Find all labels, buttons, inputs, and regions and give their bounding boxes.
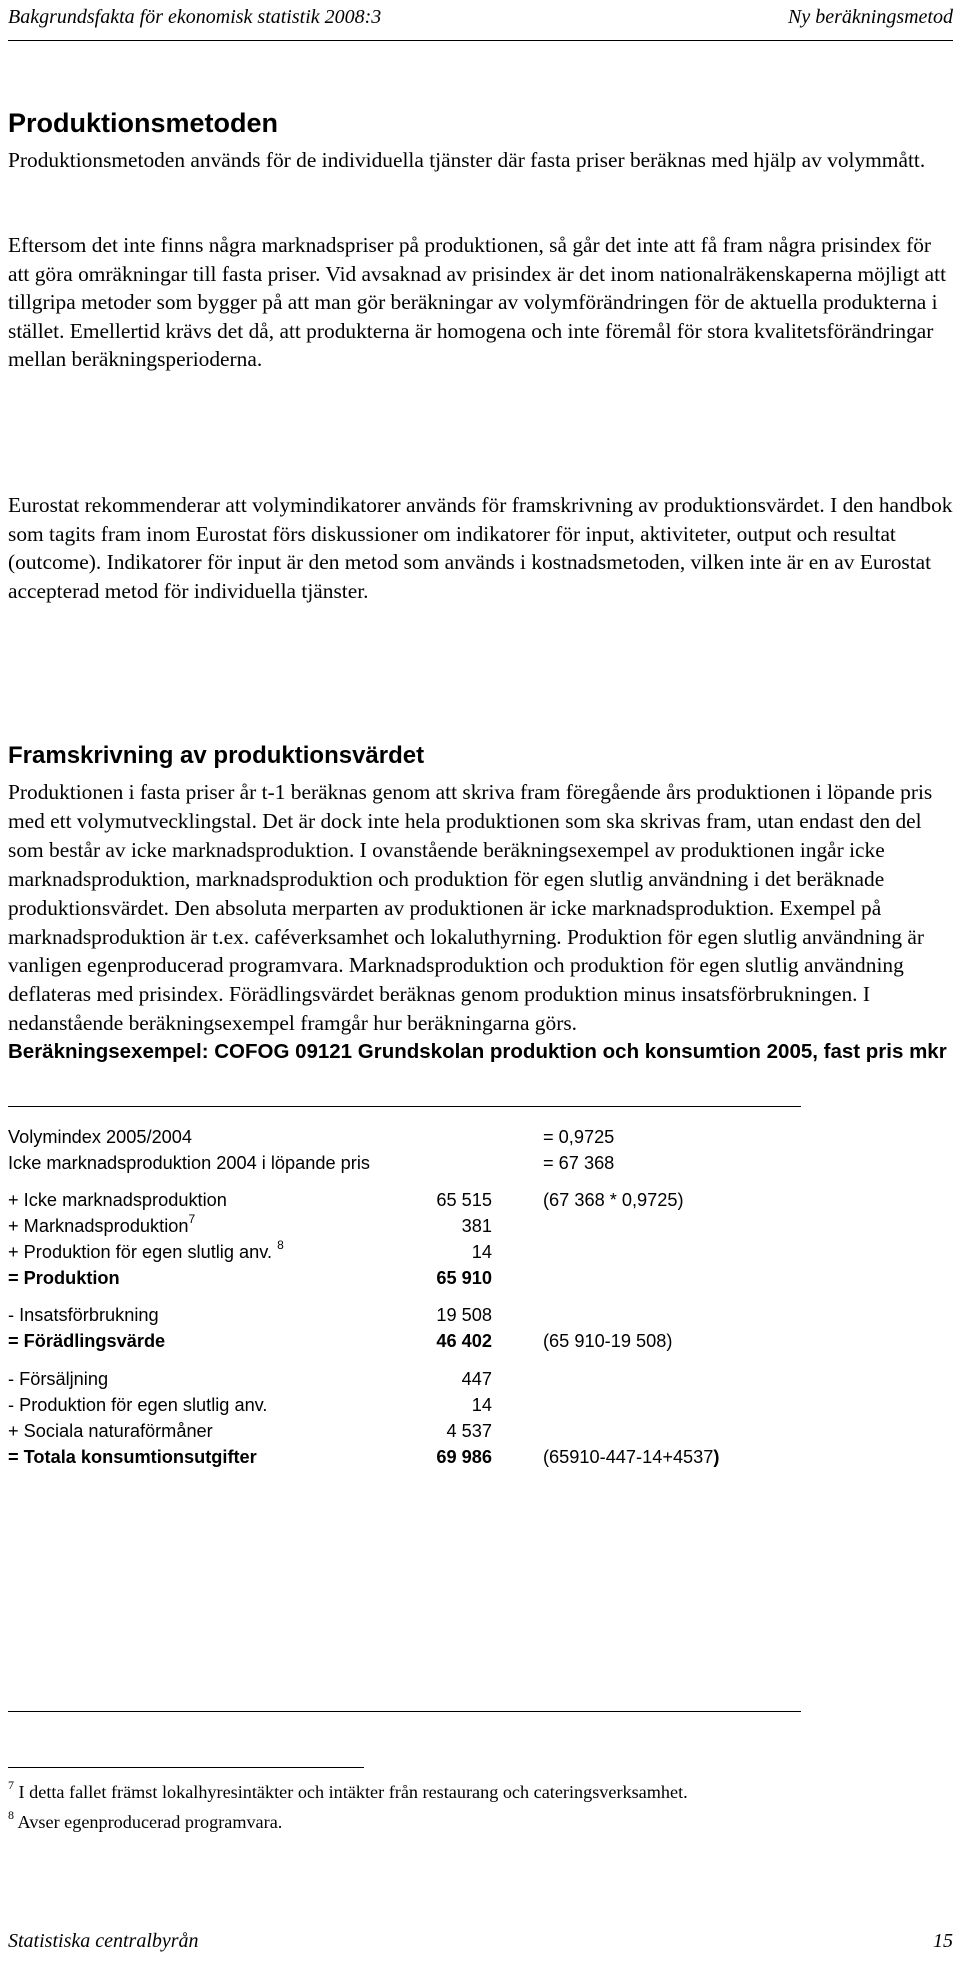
row-label: + Sociala naturaförmåner [8, 1421, 213, 1441]
row-note-tail: ) [713, 1447, 720, 1467]
row-value: 46 402 [436, 1331, 492, 1351]
section-title-framskrivning: Framskrivning av produktionsvärdet [8, 742, 425, 769]
row-label: = Produktion [8, 1268, 120, 1288]
paragraph: Eurostat rekommenderar att volymindikatorer används för framskrivning av produktionsvärdet. I den handbok som tagits fram inom Eurostat förs diskussioner om indikatorer för input, aktiviteter, output och resultat (outcome). Indikatorer för input är den metod som används i kostnadsmetoden, vilken inte är en av Eurostat accepterad metod för individuella tjänster. [8, 493, 953, 603]
row-value: 65 515 [436, 1190, 492, 1210]
footer-publisher: Statistiska centralbyrån [8, 1930, 199, 1952]
row-note: = 67 368 [543, 1153, 615, 1173]
row-value: 447 [461, 1369, 492, 1389]
row-note: = 0,9725 [543, 1127, 615, 1147]
footnote-8 [8, 1807, 283, 1834]
table-row [8, 1444, 868, 1470]
row-label-text: + Marknadsproduktion [8, 1216, 189, 1236]
row-value: 19 508 [436, 1305, 492, 1325]
header-publication: Bakgrundsfakta för ekonomisk statistik 2008:3 [8, 6, 382, 28]
table-row [8, 1328, 868, 1354]
row-label: = Förädlingsvärde [8, 1331, 166, 1351]
paragraph: Produktionsmetoden används för de individuella tjänster där fasta priser beräknas med hjälp av volymmått. [8, 148, 926, 172]
row-value: 4 537 [446, 1421, 492, 1441]
table-row [8, 1418, 868, 1444]
row-label: - Produktion för egen slutlig anv. [8, 1395, 268, 1415]
row-label: - Insatsförbrukning [8, 1305, 159, 1325]
footnote-text: Avser egenproducerad programvara. [14, 1812, 283, 1832]
page-number: 15 [933, 1930, 953, 1952]
running-header [8, 6, 953, 41]
table-row [8, 1392, 868, 1418]
table-row [8, 1239, 868, 1265]
row-value: 14 [471, 1395, 492, 1415]
example-title: Beräkningsexempel: COFOG 09121 Grundskolan produktion och konsumtion 2005, fast pris mkr [8, 1040, 947, 1063]
table-top-rule [8, 1106, 801, 1107]
table-bottom-rule [8, 1711, 801, 1712]
footnote-ref: 8 [277, 1237, 284, 1252]
footnote-number: 7 [8, 1777, 14, 1792]
row-label: - Försäljning [8, 1369, 109, 1389]
table-row [8, 1265, 868, 1291]
row-label [8, 1239, 284, 1265]
row-label [8, 1213, 195, 1239]
paragraph: Produktionen i fasta priser år t-1 beräknas genom att skriva fram föregående års produktionen i löpande pris med ett volymutvecklingstal. Det är dock inte hela produktionen som ska skrivas fram, utan endast den del som består av icke marknadsproduktion. I ovanstående beräkningsexempel av produktionen ingår icke marknadsproduktion, marknadsproduktion och produktion för egen slutlig användning i det beräknade produktionsvärdet. Den absoluta merparten av produktionen är icke marknadsproduktion. Exempel på marknadsproduktion är t.ex. caféverksamhet och lokaluthyrning. Produktion för egen slutlig användning är vanligen egenproducerad programvara. Marknadsproduktion och produktion för egen slutlig användning deflateras med prisindex. Förädlingsvärdet beräknas genom produktion minus insatsförbrukningen. I nedanstående beräkningsexempel framgår hur beräkningarna görs. [8, 780, 933, 1036]
table-row [8, 1124, 868, 1150]
section-title-produktionsmetoden: Produktionsmetoden [8, 108, 279, 138]
row-note [543, 1444, 719, 1470]
row-value: 69 986 [436, 1447, 492, 1467]
table-row [8, 1366, 868, 1392]
row-note-text: (65910-447-14+4537 [543, 1447, 714, 1467]
row-label: = Totala konsumtionsutgifter [8, 1447, 257, 1467]
row-value: 65 910 [436, 1268, 492, 1288]
row-note: (65 910-19 508) [543, 1331, 673, 1351]
table-row [8, 1302, 868, 1328]
row-label: Icke marknadsproduktion 2004 i löpande pris [8, 1153, 370, 1173]
footnote-ref: 7 [188, 1211, 196, 1226]
table-row [8, 1213, 868, 1239]
row-label-text: + Produktion för egen slutlig anv. [8, 1242, 278, 1262]
header-chapter: Ny beräkningsmetod [788, 6, 953, 28]
row-note: (67 368 * 0,9725) [543, 1190, 684, 1210]
row-label: + Icke marknadsproduktion [8, 1190, 227, 1210]
footnote-text: I detta fallet främst lokalhyresintäkter och intäkter från restaurang och cateringsverksamhet. [14, 1782, 688, 1802]
footnote-separator [8, 1767, 364, 1768]
table-row [8, 1187, 868, 1213]
footnote-7 [8, 1777, 688, 1804]
table-row [8, 1150, 868, 1176]
row-value: 14 [471, 1242, 492, 1262]
footnote-number: 8 [8, 1807, 14, 1822]
paragraph: Eftersom det inte finns några marknadspriser på produktionen, så går det inte att få fram några prisindex för att göra omräkningar till fasta priser. Vid avsaknad av prisindex är det inom nationalräkenskaperna möjligt att tillgripa metoder som bygger på att man gör beräkningar av volymförändringen för de aktuella produkterna i stället. Emellertid krävs det då, att produkterna är homogena och inte föremål för stora kvalitetsförändringar mellan beräkningsperioderna. [8, 233, 947, 372]
row-value: 381 [461, 1216, 492, 1236]
row-label: Volymindex 2005/2004 [8, 1127, 193, 1147]
